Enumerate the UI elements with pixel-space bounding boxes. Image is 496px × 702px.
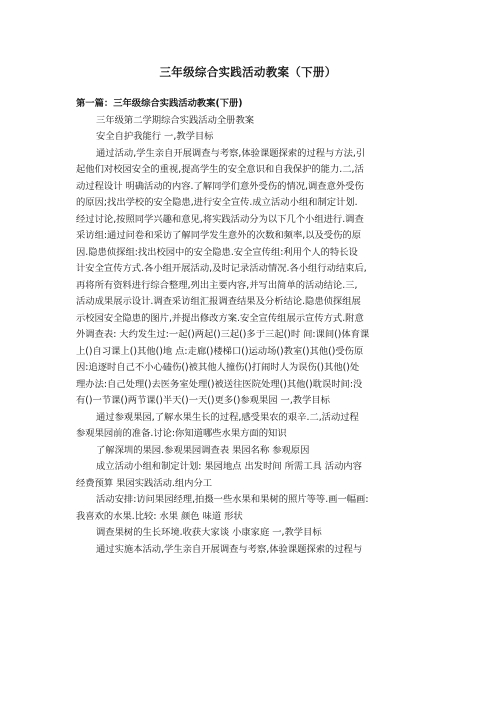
text-line: 起他们对校园安全的重视,提高学生的安全意识和自我保护的能力.二,活 [76,164,364,175]
text-line: 调查果树的生长环境.收获大家谈 小康家庭 一,教学目标 [96,527,322,538]
text-line: 上()自习课上()其他()地 点:走廊()楼梯口()运动场()教室()其他()受伤原 [76,345,364,357]
section-heading: 第一篇：三年级综合实践活动教案(下册) [76,98,243,109]
text-line: 通过参观果园,了解水果生长的过程,感受果农的艰辛.二,活动过程 [96,411,359,423]
text-line: 的原因;找出学校的安全隐患,进行安全宣传.成立活动小组和制定计划. [76,197,358,208]
text-line: 采访组:通过问卷和采访了解同学发生意外的次数和频率,以及受伤的原 [76,230,361,241]
text-line: 因:追逐时自己不小心磕伤()被其他人撞伤()打闹时人为误伤()其他()处 [76,362,360,373]
text-line: 成立活动小组和制定计划: 果园地点 出发时间 所需工具 活动内容 [96,461,362,472]
text-line: 经过讨论,按照同学兴趣和意见,将实践活动分为以下几个小组进行.调查 [76,213,364,225]
text-line: 安全自护我能行 一,教学目标 [96,131,214,142]
text-line: 因.隐患侦探组:找出校园中的安全隐患.安全宣传组:利用个人的特长设 [76,246,358,258]
document-body [76,96,421,558]
text-line: 再将所有资料进行综合整理,列出主要内容,并写出简单的活动结论.三, [76,279,358,291]
text-line: 示校园安全隐患的图片,并提出修改方案.安全宣传组展示宣传方式.附意 [76,312,364,324]
document-title: 三年级综合实践活动教案（下册） [159,65,337,79]
text-line: 三年级第二学期综合实践活动全册教案 [96,114,255,126]
text-line: 动过程设计 明确活动的内容.了解同学们意外受伤的情况,调查意外受伤 [76,180,364,192]
text-line: 了解深圳的果园.参观果园调查表 果园名称 参观原因 [96,444,310,456]
text-line: 有()一节课()两节课()半天()一天()更多()参观果园 一,教学目标 [76,395,330,406]
text-line: 计安全宣传方式.各小组开展活动,及时记录活动情况.各小组行动结束后, [76,263,367,274]
text-line: 经费预算 果园实践活动.组内分工 [76,477,213,489]
text-line: 参观果园前的准备.讨论:你知道哪些水果方面的知识 [76,428,287,439]
text-line: 活动成果展示设计.调查采访组汇报调查结果及分析结论.隐患侦探组展 [76,296,361,307]
text-line: 外调查表: 大约发生过:一起()两起()三起()多于三起()时 间:课间()体育课 [76,329,370,340]
text-line: 活动安排:访问果园经理,拍摄一些水果和果树的照片等等.画一幅画: [96,494,369,505]
text-line: 我喜欢的水果.比较: 水果 颜色 味道 形状 [76,510,243,522]
paragraph-lines [76,113,421,559]
text-line: 通过活动,学生亲自开展调查与考察,体验课题探索的过程与方法,引 [96,147,366,159]
text-line: 理办法:自己处理()去医务室处理()被送往医院处理()其他()耽误时间:没 [76,378,363,390]
text-line: 通过实施本活动,学生亲自开展调查与考察,体验课题探索的过程与 [96,543,363,555]
